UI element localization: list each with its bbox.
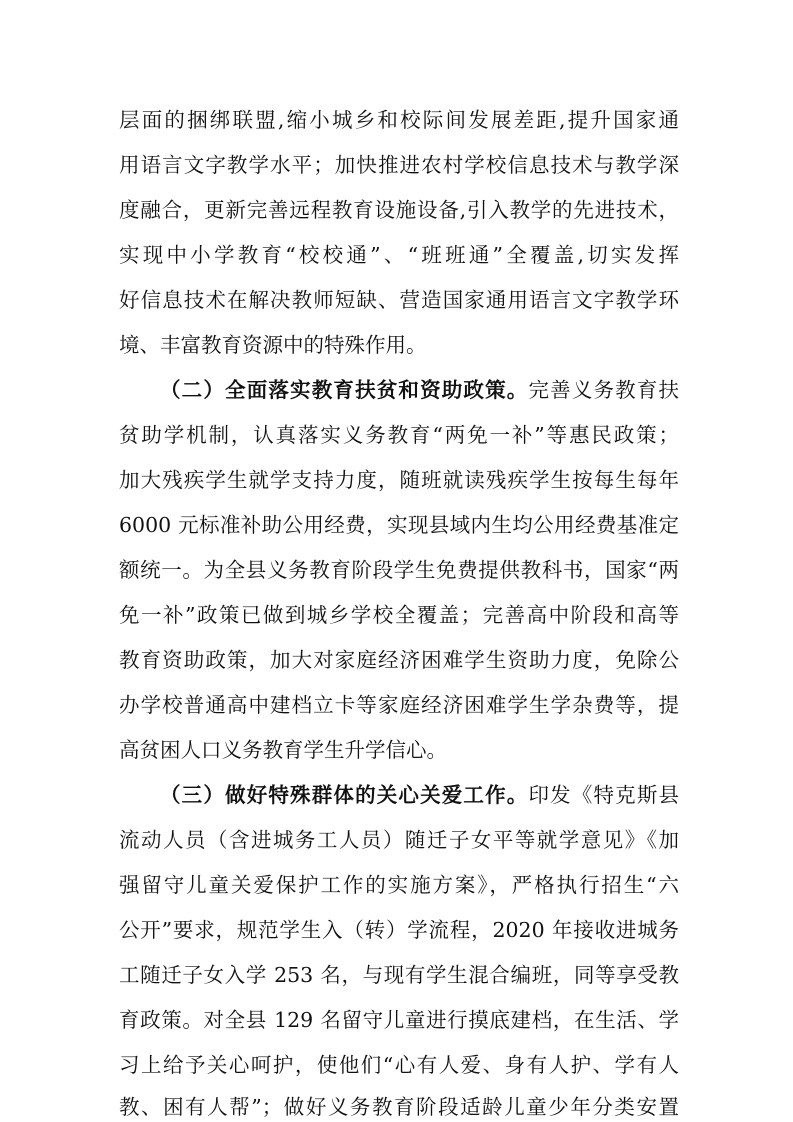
text-line: 额统一。为全县义务教育阶段学生免费提供教科书，国家“两 — [119, 558, 679, 582]
text-line: 习上给予关心呵护，使他们“心有人爱、身有人护、学有人 — [119, 1053, 679, 1077]
text-line: 境、丰富教育资源中的特殊作用。 — [119, 333, 427, 357]
text-line: 免一补”政策已做到城乡学校全覆盖；完善高中阶段和高等 — [119, 603, 679, 627]
text-line: 公开”要求，规范学生入（转）学流程，2020 年接收进城务 — [119, 918, 679, 942]
text-line: 完善义务教育扶 — [528, 378, 679, 402]
paragraph-first-line — [160, 780, 679, 810]
text-line: 6000 元标准补助公用经费，实现县域内生均公用经费基准定 — [119, 513, 679, 537]
section-heading: （三）做好特殊群体的关心关爱工作。 — [160, 783, 529, 807]
text-line: 度融合，更新完善远程教育设施设备,引入教学的先进技术， — [119, 198, 679, 222]
text-line: 加大残疾学生就学支持力度，随班就读残疾学生按每生每年 — [119, 468, 679, 492]
text-line: 教、困有人帮”；做好义务教育阶段适龄儿童少年分类安置 — [119, 1095, 679, 1119]
text-line: 好信息技术在解决教师短缺、营造国家通用语言文字教学环 — [119, 288, 679, 312]
text-line: 工随迁子女入学 253 名，与现有学生混合编班，同等享受教 — [119, 963, 679, 987]
text-line: 强留守儿童关爱保护工作的实施方案》，严格执行招生“六 — [119, 873, 679, 897]
text-line: 层面的捆绑联盟,缩小城乡和校际间发展差距,提升国家通 — [119, 108, 679, 132]
text-line: 用语言文字教学水平；加快推进农村学校信息技术与教学深 — [119, 153, 679, 177]
text-line: 教育资助政策，加大对家庭经济困难学生资助力度，免除公 — [119, 648, 679, 672]
paragraph-first-line — [160, 375, 679, 405]
text-line: 印发《特克斯县 — [528, 783, 679, 807]
text-line: 贫助学机制，认真落实义务教育“两免一补”等惠民政策； — [119, 423, 679, 447]
section-heading: （二）全面落实教育扶贫和资助政策。 — [160, 378, 529, 402]
text-line: 流动人员（含进城务工人员）随迁子女平等就学意见》《加 — [119, 828, 679, 852]
text-line: 办学校普通高中建档立卡等家庭经济困难学生学杂费等，提 — [119, 693, 679, 717]
text-line: 高贫困人口义务教育学生升学信心。 — [119, 738, 447, 762]
text-line: 育政策。对全县 129 名留守儿童进行摸底建档，在生活、学 — [119, 1008, 679, 1032]
text-line: 实现中小学教育“校校通”、“班班通”全覆盖,切实发挥 — [119, 243, 679, 267]
